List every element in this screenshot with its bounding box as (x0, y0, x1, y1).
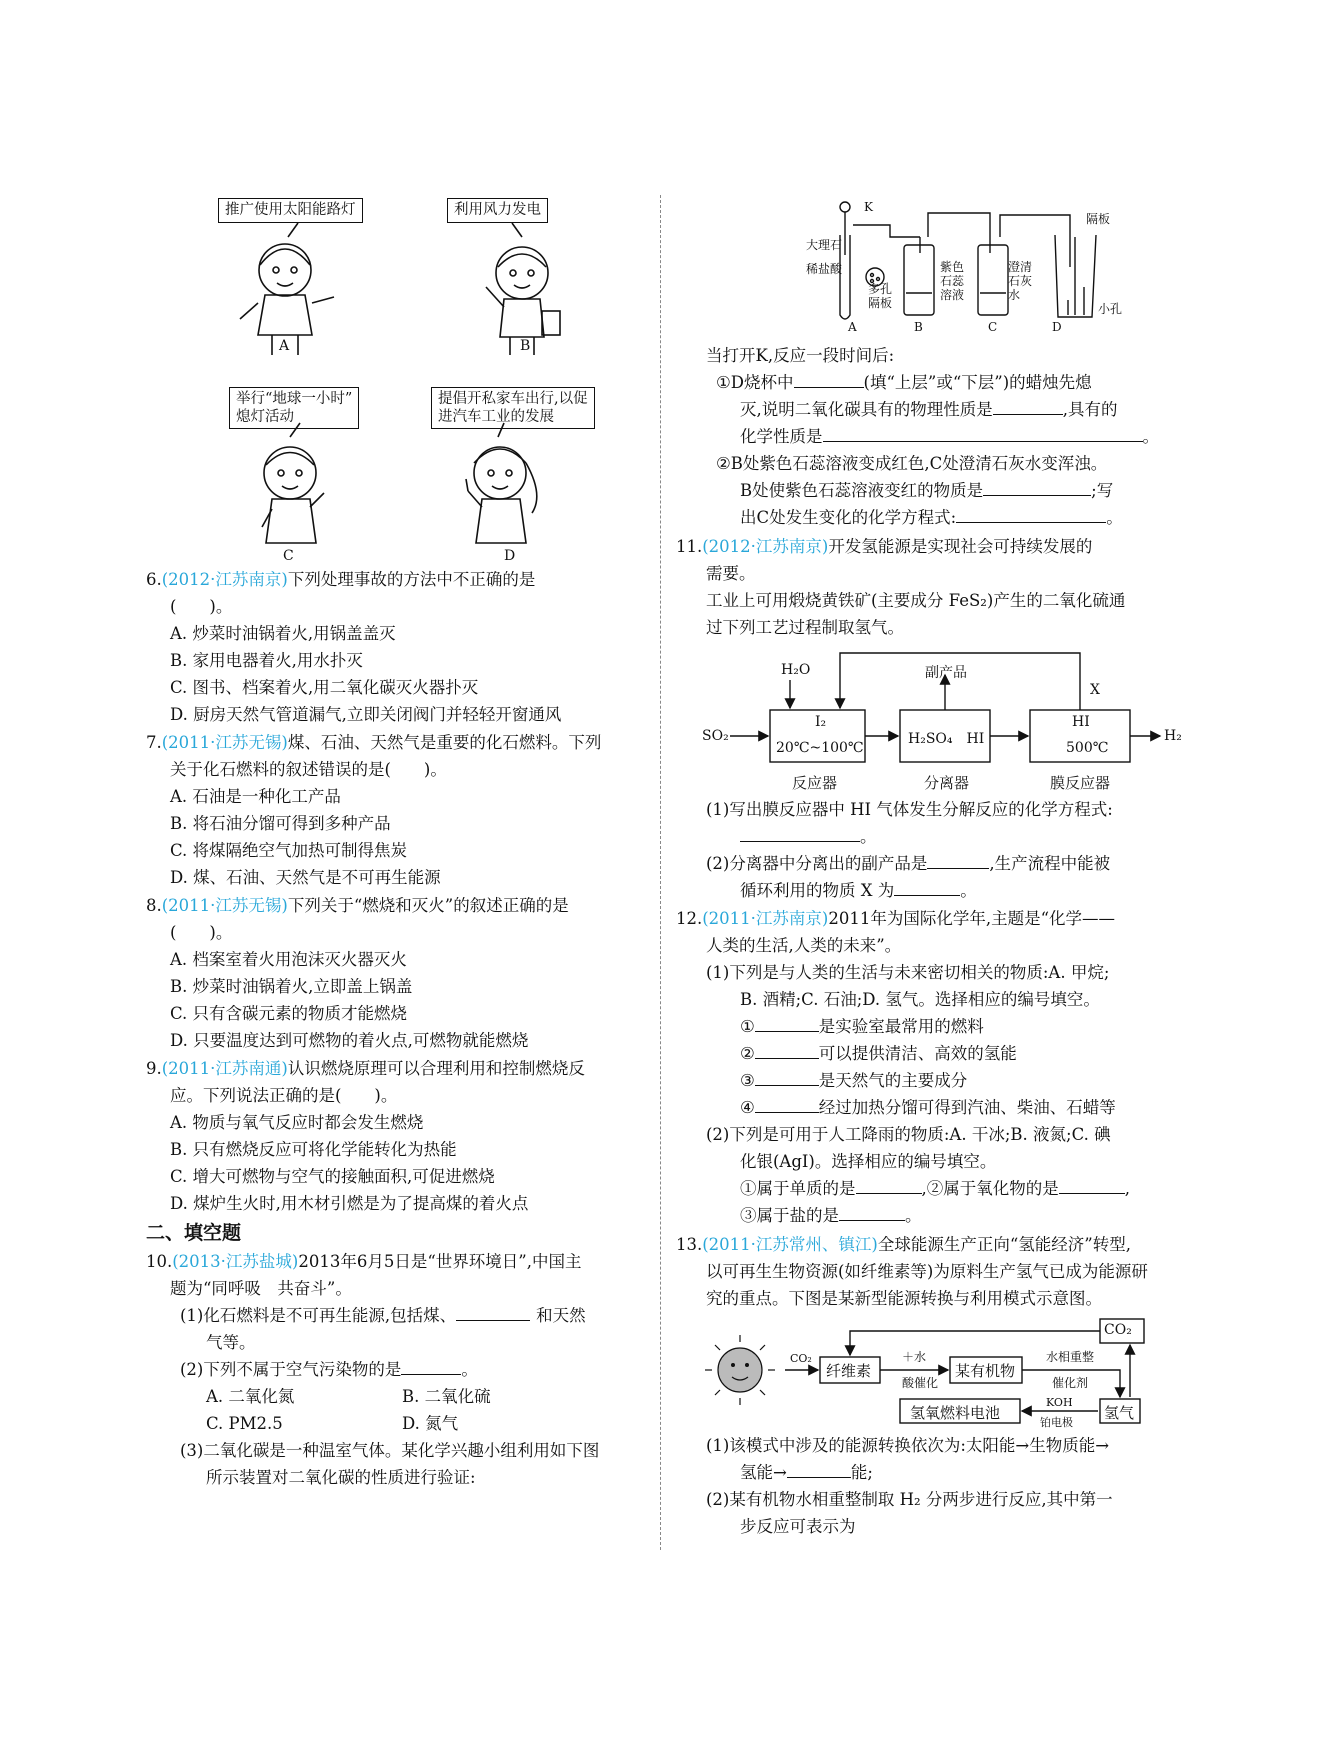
column-divider (660, 195, 661, 1550)
apparatus-label-c: C (988, 320, 998, 334)
figure-label-d: D (504, 548, 516, 564)
answer-blank[interactable] (993, 400, 1063, 415)
separator-content: H₂SO₄ HI (908, 731, 985, 747)
answer-blank[interactable] (823, 427, 1143, 442)
question-source: (2011·江苏无锡) (161, 733, 288, 752)
text-line: 步反应可表示为 (740, 1517, 856, 1536)
litmus-label: 紫色 石蕊 溶液 (940, 260, 965, 302)
question-stem-cont: 需要。 (706, 564, 756, 583)
apparatus-label-d: D (1052, 320, 1062, 334)
apparatus-label-b: B (914, 320, 923, 334)
co2-input-label: CO₂ (790, 1352, 812, 1365)
question-stem-cont: 究的重点。下图是某新型能源转换与利用模式示意图。 (706, 1289, 1102, 1308)
answer-blank[interactable] (740, 827, 860, 842)
answer-paren: ( )。 (170, 597, 233, 616)
koh-label: KOH (1046, 1396, 1073, 1409)
question-source: (2011·江苏无锡) (161, 896, 288, 915)
answer-blank[interactable] (787, 1463, 851, 1478)
add-water-label: ＋水 (902, 1350, 927, 1364)
small-hole-label: 小孔 (1098, 302, 1123, 316)
option-a: A. 二氧化氮 (206, 1387, 295, 1406)
fuel-cell-box-label: 氢氧燃料电池 (910, 1404, 1001, 1422)
question-stem-cont: 关于化石燃料的叙述错误的是( )。 (170, 760, 447, 779)
reactor-reagent: I₂ (815, 714, 827, 730)
x-label: X (1090, 682, 1100, 698)
question-source: (2013·江苏盐城) (172, 1252, 299, 1271)
question-stem: 开发氢能源是实现社会可持续发展的 (828, 537, 1093, 556)
option-d: D. 只要温度达到可燃物的着火点,可燃物就能燃烧 (170, 1031, 529, 1050)
text-line: 过下列工艺过程制取氢气。 (706, 618, 904, 637)
answer-blank[interactable] (755, 1098, 819, 1113)
question-stem: 下列关于“燃烧和灭火”的叙述正确的是 (287, 896, 569, 915)
option-c: C. 图书、档案着火,用二氧化碳灭火器扑灭 (170, 678, 479, 697)
hydrogen-box-label: 氢气 (1104, 1404, 1135, 1422)
option-a: A. 物质与氧气反应时都会发生燃烧 (170, 1113, 424, 1132)
answer-blank[interactable] (456, 1306, 530, 1321)
section-heading: 二、填空题 (146, 1222, 242, 1244)
apparatus-label-a: A (848, 320, 857, 334)
bubble-c: 举行“地球一小时” 熄灯活动 (229, 387, 359, 429)
byproduct-label: 副产品 (925, 665, 967, 681)
text-line: 化银(AgI)。选择相应的编号填空。 (740, 1152, 997, 1171)
marble-label: 大理石 (806, 238, 843, 252)
question-stem-cont: 应。下列说法正确的是( )。 (170, 1086, 398, 1105)
answer-blank[interactable] (1059, 1179, 1125, 1194)
question-number: 6. (146, 570, 162, 589)
cellulose-box-label: 纤维素 (826, 1362, 872, 1380)
text-line: ②B处紫色石蕊溶液变成红色,C处澄清石灰水变浑浊。 (716, 454, 1108, 473)
option-a: A. 石油是一种化工产品 (170, 787, 341, 806)
option-b: B. 二氧化硫 (402, 1387, 491, 1406)
porous-plate-label: 多孔 隔板 (868, 282, 893, 310)
option-c: C. 增大可燃物与空气的接触面积,可促进燃烧 (170, 1167, 495, 1186)
text-line: (1)下列是与人类的生活与未来密切相关的物质:A. 甲烷; (706, 963, 1110, 982)
question-stem-cont: 以可再生生物资源(如纤维素等)为原料生产氢气已成为能源研 (706, 1262, 1148, 1281)
option-c: C. PM2.5 (206, 1414, 283, 1433)
answer-blank[interactable] (755, 1071, 819, 1086)
question-stem-cont: 人类的生活,人类的未来”。 (706, 936, 902, 955)
question-stem: 2013年6月5日是“世界环境日”,中国主 (298, 1252, 582, 1271)
text-line: (2)下列是可用于人工降雨的物质:A. 干冰;B. 液氮;C. 碘 (706, 1125, 1111, 1144)
limewater-label: 澄清 石灰 水 (1008, 260, 1033, 302)
question-source: (2011·江苏南通) (161, 1059, 288, 1078)
text-line: (2)某有机物水相重整制取 H₂ 分两步进行反应,其中第一 (706, 1490, 1113, 1509)
question-stem: 下列处理事故的方法中不正确的是 (287, 570, 536, 589)
figure-label-c: C (283, 548, 294, 564)
question-source: (2012·江苏南京) (702, 537, 829, 556)
answer-blank[interactable] (839, 1206, 905, 1221)
answer-blank[interactable] (983, 481, 1091, 496)
bubble-b: 利用风力发电 (447, 198, 548, 223)
option-c: C. 只有含碳元素的物质才能燃烧 (170, 1004, 408, 1023)
question-source: (2011·江苏常州、镇江) (702, 1235, 878, 1254)
reactor-caption: 反应器 (792, 774, 838, 792)
h2-label: H₂ (1164, 728, 1182, 744)
text-line: 工业上可用煅烧黄铁矿(主要成分 FeS₂)产生的二氧化硫通 (706, 591, 1126, 610)
option-a: A. 炒菜时油锅着火,用锅盖盖灭 (170, 624, 396, 643)
option-a: A. 档案室着火用泡沫灭火器灭火 (170, 950, 407, 969)
membrane-caption: 膜反应器 (1050, 774, 1111, 792)
option-b: B. 炒菜时油锅着火,立即盖上锅盖 (170, 977, 413, 996)
membrane-content: HI (1072, 714, 1090, 730)
answer-blank[interactable] (927, 854, 989, 869)
catalyst-label: 催化剂 (1052, 1376, 1089, 1390)
answer-blank[interactable] (755, 1017, 819, 1032)
option-b: B. 将石油分馏可得到多种产品 (170, 814, 391, 833)
text-line: B. 酒精;C. 石油;D. 氢气。选择相应的编号填空。 (740, 990, 1100, 1009)
text-line: (1)该模式中涉及的能源转换依次为:太阳能→生物质能→ (706, 1436, 1110, 1455)
sun-icon (705, 1335, 775, 1405)
question-stem: 2011年为国际化学年,主题是“化学—— (828, 909, 1116, 928)
option-b: B. 只有燃烧反应可将化学能转化为热能 (170, 1140, 457, 1159)
option-d: D. 煤、石油、天然气是不可再生能源 (170, 868, 441, 887)
acid-label: 稀盐酸 (806, 262, 843, 276)
question-stem: 认识燃烧原理可以合理利用和控制燃烧反 (287, 1059, 585, 1078)
answer-blank[interactable] (956, 508, 1106, 523)
question-stem: 煤、石油、天然气是重要的化石燃料。下列 (287, 733, 602, 752)
bubble-a: 推广使用太阳能路灯 (218, 198, 363, 223)
answer-blank[interactable] (894, 881, 960, 896)
co2-box-label: CO₂ (1104, 1322, 1132, 1338)
option-c: C. 将煤隔绝空气加热可制得焦炭 (170, 841, 408, 860)
figure-label-b: B (520, 338, 531, 354)
option-d: D. 氮气 (402, 1414, 459, 1433)
text-line: 当打开K,反应一段时间后: (706, 346, 895, 365)
answer-blank[interactable] (856, 1179, 922, 1194)
children-illustration (140, 195, 660, 565)
organic-box-label: 某有机物 (955, 1362, 1016, 1380)
bubble-d: 提倡开私家车出行,以促 进汽车工业的发展 (431, 387, 595, 429)
figure-label-a: A (279, 338, 290, 354)
valve-k-label: K (864, 200, 873, 214)
question-stem: 全球能源生产正向“氢能经济”转型, (877, 1235, 1131, 1254)
answer-blank[interactable] (755, 1044, 819, 1059)
answer-blank[interactable] (794, 373, 864, 388)
question-stem-cont: 题为“同呼吸 共奋斗”。 (170, 1279, 352, 1298)
option-d: D. 厨房天然气管道漏气,立即关闭阀门并轻轻开窗通风 (170, 705, 562, 724)
answer-paren: ( )。 (170, 923, 233, 942)
option-b: B. 家用电器着火,用水扑灭 (170, 651, 363, 670)
text-line: (3)二氧化碳是一种温室气体。某化学兴趣小组利用如下图 (180, 1441, 600, 1460)
reforming-label: 水相重整 (1046, 1350, 1095, 1364)
membrane-temp: 500℃ (1066, 740, 1109, 756)
question-source: (2012·江苏南京) (161, 570, 288, 589)
acid-catalysis-label: 酸催化 (902, 1376, 939, 1390)
text-line: 所示装置对二氧化碳的性质进行验证: (206, 1468, 476, 1487)
text-line: (1)写出膜反应器中 HI 气体发生分解反应的化学方程式: (706, 800, 1113, 819)
platinum-electrode-label: 铂电极 (1040, 1416, 1073, 1429)
option-d: D. 煤炉生火时,用木材引燃是为了提高煤的着火点 (170, 1194, 529, 1213)
question-source: (2011·江苏南京) (702, 909, 829, 928)
answer-blank[interactable] (401, 1360, 461, 1375)
partition-label: 隔板 (1086, 212, 1111, 226)
reactor-temp: 20℃~100℃ (776, 740, 864, 756)
so2-label: SO₂ (702, 728, 729, 744)
h2o-label: H₂O (781, 662, 811, 678)
separator-caption: 分离器 (924, 774, 970, 792)
text-line: 气等。 (206, 1333, 256, 1352)
